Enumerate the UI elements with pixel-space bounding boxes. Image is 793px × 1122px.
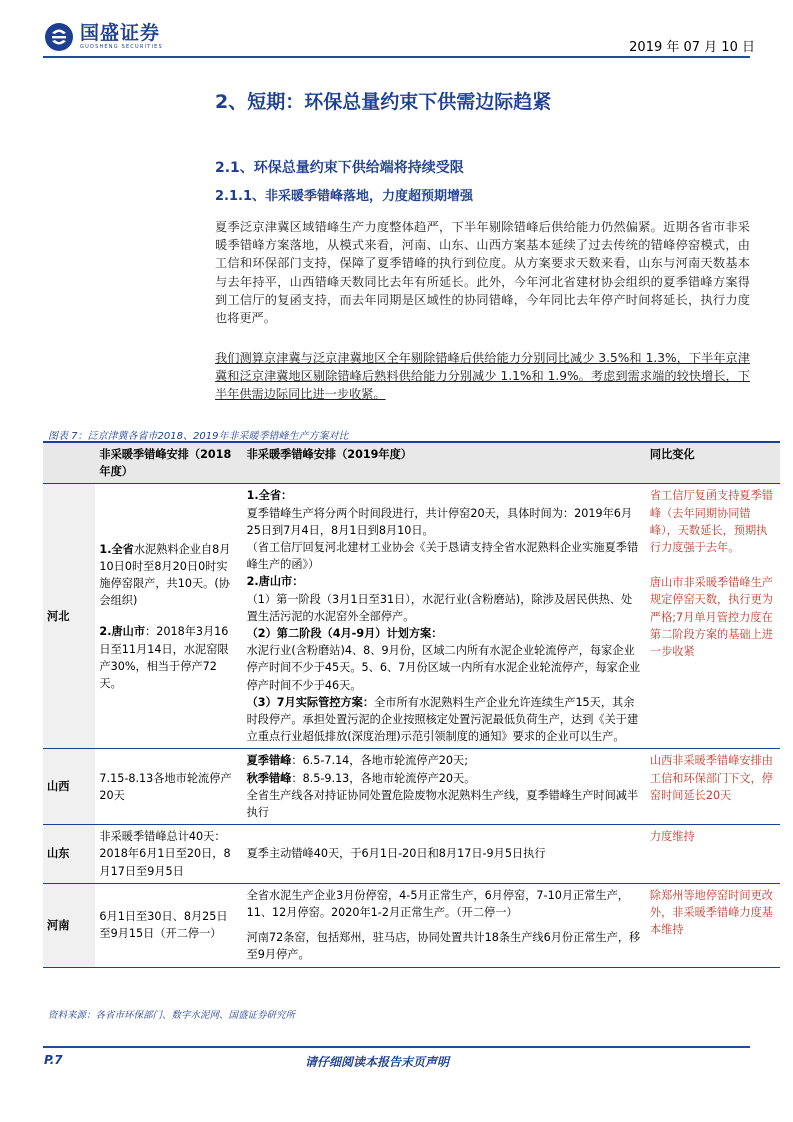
section-title: 2、短期：环保总量约束下供需边际趋紧 [215,91,552,113]
header-blank [43,442,95,484]
cell-text: ：2018年3月16日至11月14日，水泥窑限产30%，相当于停产72天。 [99,625,229,691]
province-label: 河南 [43,883,95,967]
province-label: 山东 [43,825,95,884]
cell-change [646,484,780,749]
logo [44,22,163,52]
cell-label: 1.全省 [99,542,134,556]
cell-text: 水泥熟料企业自8月10日0时至8月20日0时实施停窑限产，共10天。(协会组织) [99,542,231,608]
comparison-table [43,441,780,968]
subsection-title: 2.1、环保总量约束下供给端将持续受限 [215,160,464,176]
table-header-row [43,442,780,484]
cell-text: 全省生产线各对持证协同处置危险废物水泥熟料生产线，夏季错峰生产时间减半执行 [246,788,639,820]
subsubsection-title: 2.1.1、非采暖季错峰落地，力度超预期增强 [215,189,474,204]
cell-text: （省工信厅回复河北建材工业协会《关于恳请支持全省水泥熟料企业实施夏季错峰生产的函》） [246,541,639,572]
cell-change: 除郑州等地停窑时间更改外，非采暖季错峰力度基本维持 [649,888,773,937]
source-note: 资料来源：各省市环保部门、数字水泥网、国盛证券研究所 [48,1010,296,1021]
cell-label: 2.唐山市： [246,575,304,589]
header-divider [43,56,750,58]
cell-text: ：8.5-9.13，各地市轮流停产20天。 [291,771,476,785]
table-row-shandong [43,825,780,884]
table-row-shanxi [43,749,780,825]
cell-text: 唐山市非采暖季错峰生产规定停窑天数，执行更为严格;7月单月管控力度在第二阶段方案的基础上进一步收紧 [649,576,773,659]
logo-text: 国盛证券 [80,22,161,44]
cell-label: 夏季错峰 [246,754,292,768]
page-number: P.7 [44,1053,63,1067]
cell-label: （3）7月实际管控方案： [246,695,375,709]
paragraph-1: 夏季泛京津冀区域错峰生产力度整体趋严，下半年剔除错峰后供给能力仍然偏紧。近期各省市非采暖季错峰方案落地，从模式来看，河南、山东、山西方案基本延续了过去传统的错峰停窑模式，由工信和环保部门支持，保障了夏季错峰的执行到位度。从方案要求天数来看，山东与河南天数基本与去年持平，山西错峰天数同比去年有所延长。此外，今年河北省建材协会组织的夏季错峰方案得到工信厅的复函支持，而去年同期是区域性的协同错峰，今年同比去年停产时间将延长，执行力度也将更严。 [215,220,750,326]
report-date: 2019 年 07 月 10 日 [629,40,755,55]
header-change: 同比变化 [646,442,780,484]
province-label: 河北 [43,484,95,749]
cell-2018: 7.15-8.13各地市轮流停产20天 [99,771,232,802]
table-row-henan [43,883,780,967]
cell-label: 秋季错峰 [246,771,292,785]
cell-change: 力度维持 [649,830,695,844]
cell-text: 水泥行业(含粉磨站)4、8、9月份，区域二内所有水泥企业轮流停产，每家企业停产时间不少于45天。5、6、7月份区域一内所有水泥企业轮流停产，每家企业停产时间不少于46天。 [246,644,641,692]
cell-2019 [243,883,646,967]
cell-2018: 非采暖季错峰总计40天：2018年6月1日至20日，8月17日至9月5日 [99,830,231,878]
cell-2018 [95,484,242,749]
figure-caption: 图表 7：泛京津冀各省市2018、2019年非采暖季错峰生产方案对比 [48,431,349,442]
cell-label: 2.唐山市 [99,625,146,639]
cell-2019: 夏季主动错峰40天，于6月1日-20日和8月17日-9月5日执行 [246,847,546,861]
footer-disclaimer: 请仔细阅读本报告末页声明 [305,1055,450,1069]
province-label: 山西 [43,749,95,825]
cell-label: （2）第二阶段（4月-9月）计划方案： [246,627,443,641]
logo-subtext: GUOSHENG SECURITIES [80,44,163,50]
cell-2019 [243,484,646,749]
cell-text: 河南72条窑，包括郑州，驻马店，协同处置共计18条生产线6月份正常生产，移至9月停产。 [246,931,641,962]
cell-2019 [243,749,646,825]
footer-divider [43,1046,750,1048]
cell-change: 山西非采暖季错峰安排由工信和环保部门下文，停窑时间延长20天 [649,754,773,802]
header-2018: 非采暖季错峰安排（2018年度） [95,442,242,484]
paragraph-2: 我们测算京津冀与泛京津冀地区全年剔除错峰后供给能力分别同比减少 3.5%和 1.3%，下半年京津冀和泛京津冀地区剔除错峰后熟料供给能力分别减少 1.1%和 1.9%。考虑到需求端的较快增长，下半年供需边际同比进一步收紧。 [215,351,750,402]
cell-text: ：6.5-7.14，各地市轮流停产20天; [291,754,468,768]
cell-text: 省工信厅复函支持夏季错峰（去年同期协同错峰），天数延长，预期执行力度强于去年。 [649,489,773,555]
cell-label: 1.全省： [246,489,293,503]
cell-2018: 6月1日至30日、8月25日至9月15日（开二停一） [99,910,228,941]
table-row-hebei [43,484,780,749]
cell-text: 夏季错峰生产将分两个时间段进行，共计停窑20天，具体时间为：2019年6月25日到7月4日，8月1日到8月10日。 [246,506,633,537]
cell-text: 全省水泥生产企业3月份停窑，4-5月正常生产，6月停窑，7-10月正常生产，11、12月停窑。2020年1-2月正常生产。（开二停一） [246,888,629,920]
cell-text: 全市所有水泥熟料生产企业允许连续生产15天，其余时段停产。承担处置污泥的企业按照核定处置污泥最低负荷生产，达到《关于建立重点行业超低排放(深度治理)示范引领制度的通知》要求的企业可以生产。 [246,695,639,744]
cell-text: （1）第一阶段（3月1日至31日），水泥行业(含粉磨站)，除涉及居民供热、处置生活污泥的水泥窑外全部停产。 [246,592,633,623]
logo-icon [44,22,74,52]
header-2019: 非采暖季错峰安排（2019年度） [243,442,646,484]
